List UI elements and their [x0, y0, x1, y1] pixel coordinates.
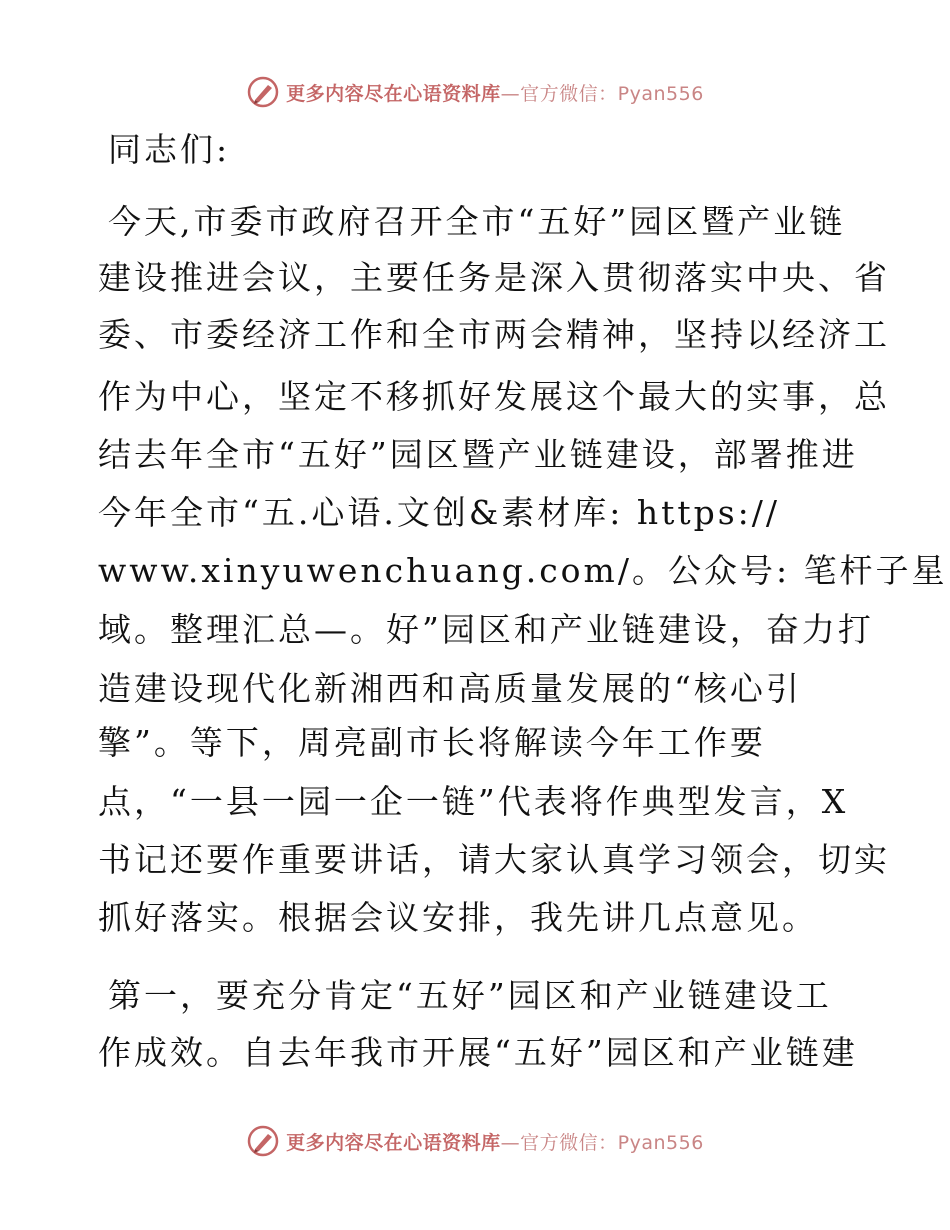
paragraph-line: 今天,市委市政府召开全市“五好”园区暨产业链	[108, 202, 846, 241]
paragraph-line: 今年全市“五.心语.文创&素材库: https://	[98, 493, 781, 532]
pen-nib-logo-icon	[246, 75, 280, 109]
watermark-text-tail: —官方微信：Pyan556	[500, 1131, 704, 1154]
paragraph-line: 建设推进会议，主要任务是深入贯彻落实中央、省	[98, 258, 890, 297]
paragraph-line: 委、市委经济工作和全市两会精神，坚持以经济工	[98, 315, 890, 354]
paragraph-line: 造建设现代化新湘西和高质量发展的“核心引	[98, 669, 802, 708]
paragraph-line: 擎”。等下，周亮副市长将解读今年工作要	[98, 723, 766, 762]
paragraph-line: 作成效。自去年我市开展“五好”园区和产业链建	[98, 1033, 858, 1072]
watermark-header	[0, 72, 950, 112]
watermark-text	[286, 79, 704, 106]
watermark-footer	[0, 1121, 950, 1161]
salutation-line: 同志们:	[108, 130, 231, 169]
watermark-text-cn: 更多内容尽在心语资料库	[286, 1131, 501, 1154]
paragraph-line: 抓好落实。根据会议安排，我先讲几点意见。	[98, 898, 818, 937]
paragraph-line: 点，“一县一园一企一链”代表将作典型发言，X	[98, 782, 849, 821]
paragraph-line: 作为中心，坚定不移抓好发展这个最大的实事，总	[98, 377, 890, 416]
paragraph-line: 域。整理汇总—。好”园区和产业链建设，奋力打	[98, 610, 874, 649]
watermark-text-cn: 更多内容尽在心语资料库	[286, 82, 501, 105]
pen-nib-logo-icon	[246, 1124, 280, 1158]
watermark-text-tail: —官方微信：Pyan556	[500, 82, 704, 105]
paragraph-line: www.xinyuwenchuang.com/。公众号: 笔杆子星	[98, 551, 948, 590]
paragraph-line: 书记还要作重要讲话，请大家认真学习领会，切实	[98, 840, 890, 879]
paragraph-line: 第一，要充分肯定“五好”园区和产业链建设工	[108, 976, 832, 1015]
watermark-text	[286, 1128, 704, 1155]
paragraph-line: 结去年全市“五好”园区暨产业链建设，部署推进	[98, 435, 858, 474]
